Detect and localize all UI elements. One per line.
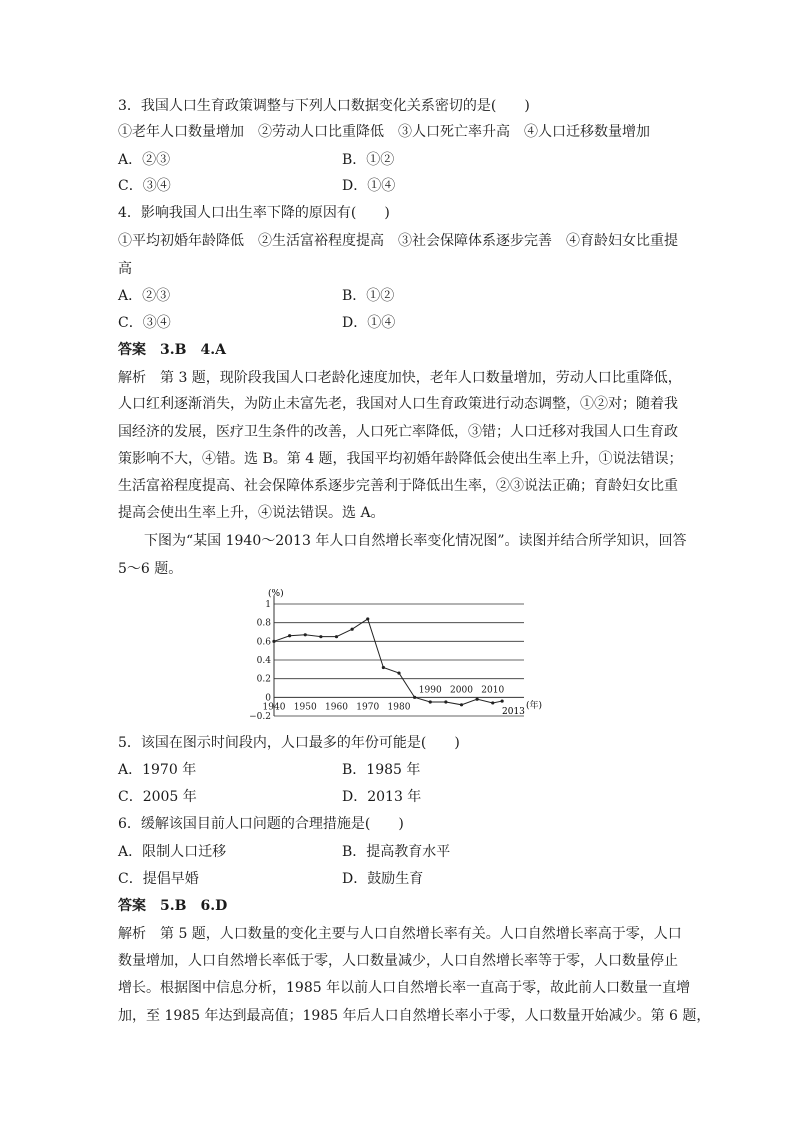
q5-stem: 5．该国在图示时间段内，人口最多的年份可能是( ) [118, 735, 460, 751]
analysis1-line: 策影响不大，④错。选 B。第 4 题，我国平均初婚年龄降低会使出生率上升，①说法错误； [118, 451, 683, 467]
growth-rate-chart [248, 586, 543, 726]
q5-option-d: D．2013 年 [342, 789, 422, 805]
q3-option-c: C．③④ [118, 178, 171, 194]
chart-data-point [366, 617, 369, 620]
chart-x-tick-label: 2010 [481, 685, 505, 696]
chart-x-tick-label: 1970 [356, 702, 380, 713]
chart-data-point [272, 640, 275, 643]
q3-option-a: A．②③ [118, 152, 171, 168]
chart-y-tick-label: 1 [265, 600, 271, 610]
chart-y-axis-label: (%) [268, 589, 284, 599]
q4-items-line1: ①平均初婚年龄降低 ②生活富裕程度提高 ③社会保障体系逐步完善 ④育龄妇女比重提 [118, 233, 678, 249]
chart-data-point [382, 666, 385, 669]
chart-intro-line1: 下图为“某国 1940～2013 年人口自然增长率变化情况图”。读图并结合所学知识，回答 [144, 533, 687, 549]
chart-x-axis-label: (年) [526, 701, 543, 711]
chart-data-point [491, 701, 494, 704]
q3-option-d: D．①④ [342, 178, 396, 194]
chart-data-point [288, 634, 291, 637]
q6-option-a: A．限制人口迁移 [118, 844, 227, 860]
chart-data-point [501, 699, 504, 702]
q3-option-b: B．①② [342, 152, 395, 168]
analysis1-line: 提高会使出生率上升，④说法错误。选 A。 [118, 505, 385, 521]
q4-option-d: D．①④ [342, 315, 396, 331]
chart-x-tick-label: 2000 [450, 685, 473, 696]
chart-data-point [444, 700, 447, 703]
growth-rate-chart-svg [248, 586, 543, 726]
q6-option-c: C．提倡早婚 [118, 871, 199, 887]
q4-option-b: B．①② [342, 288, 395, 304]
analysis2-line: 数量增加，人口自然增长率低于零，人口数量减少，人口自然增长率等于零，人口数量停止 [118, 953, 678, 969]
q5-option-b: B．1985 年 [342, 762, 421, 778]
q5-option-a: A．1970 年 [118, 762, 197, 778]
q3-items: ①老年人口数量增加 ②劳动人口比重降低 ③人口死亡率升高 ④人口迁移数量增加 [118, 124, 650, 140]
q4-items-line2: 高 [118, 261, 132, 277]
chart-data-point [476, 698, 479, 701]
analysis1-line: 生活富裕程度提高、社会保障体系逐步完善利于降低出生率，②③说法正确；育龄妇女比重 [118, 478, 678, 494]
chart-y-tick-label: 0 [265, 693, 271, 704]
chart-intro-line2: 5～6 题。 [118, 561, 183, 577]
chart-x-tick-label: 1980 [387, 702, 411, 713]
chart-y-tick-label: 0.4 [256, 656, 271, 666]
chart-data-point [304, 633, 307, 636]
chart-data-point [460, 703, 463, 706]
chart-x-tick-label: 1990 [418, 685, 442, 696]
answer-5-6: 答案 5.B 6.D [118, 898, 228, 914]
chart-data-point [351, 628, 354, 631]
analysis1-line: 国经济的发展，医疗卫生条件的改善，人口死亡率降低，③错；人口迁移对我国人口生育政 [118, 424, 678, 440]
analysis2-line: 解析 第 5 题，人口数量的变化主要与人口自然增长率有关。人口自然增长率高于零，人口 [118, 926, 682, 942]
q5-option-c: C．2005 年 [118, 789, 197, 805]
q4-stem: 4．影响我国人口出生率下降的原因有( ) [118, 205, 390, 221]
analysis1-line: 人口红利逐渐消失，为防止未富先老，我国对人口生育政策进行动态调整，①②对；随着我 [118, 396, 678, 412]
q4-option-a: A．②③ [118, 288, 171, 304]
chart-data-point [413, 696, 416, 699]
q3-stem: 3．我国人口生育政策调整与下列人口数据变化关系密切的是( ) [118, 98, 530, 114]
analysis1-line: 解析 第 3 题，现阶段我国人口老龄化速度加快，老年人口数量增加，劳动人口比重降低， [118, 370, 682, 386]
chart-y-tick-label: 0.2 [256, 674, 271, 685]
chart-y-tick-label: 0.6 [256, 637, 271, 648]
analysis2-line: 加，至 1985 年达到最高值；1985 年后人口自然增长率小于零，人口数量开始减少。第 6 题， [118, 1008, 711, 1024]
q6-stem: 6．缓解该国目前人口问题的合理措施是( ) [118, 816, 404, 832]
q4-option-c: C．③④ [118, 315, 171, 331]
chart-data-point [397, 671, 400, 674]
chart-y-tick-label: −0.2 [249, 712, 271, 722]
analysis2-line: 增长。根据图中信息分析，1985 年以前人口自然增长率一直高于零，故此前人口数量一直增 [118, 980, 691, 996]
chart-x-tick-label: 1960 [325, 702, 348, 713]
answer-3-4: 答案 3.B 4.A [118, 342, 226, 358]
q6-option-b: B．提高教育水平 [342, 844, 451, 860]
chart-data-point [319, 635, 322, 638]
chart-end-year-label: 2013 [502, 707, 525, 717]
q6-option-d: D．鼓励生育 [342, 871, 424, 887]
chart-data-point [335, 635, 338, 638]
chart-data-point [429, 700, 432, 703]
chart-y-tick-label: 0.8 [256, 618, 271, 629]
chart-x-tick-label: 1950 [293, 702, 317, 713]
chart-x-tick-label: 1940 [262, 702, 286, 713]
